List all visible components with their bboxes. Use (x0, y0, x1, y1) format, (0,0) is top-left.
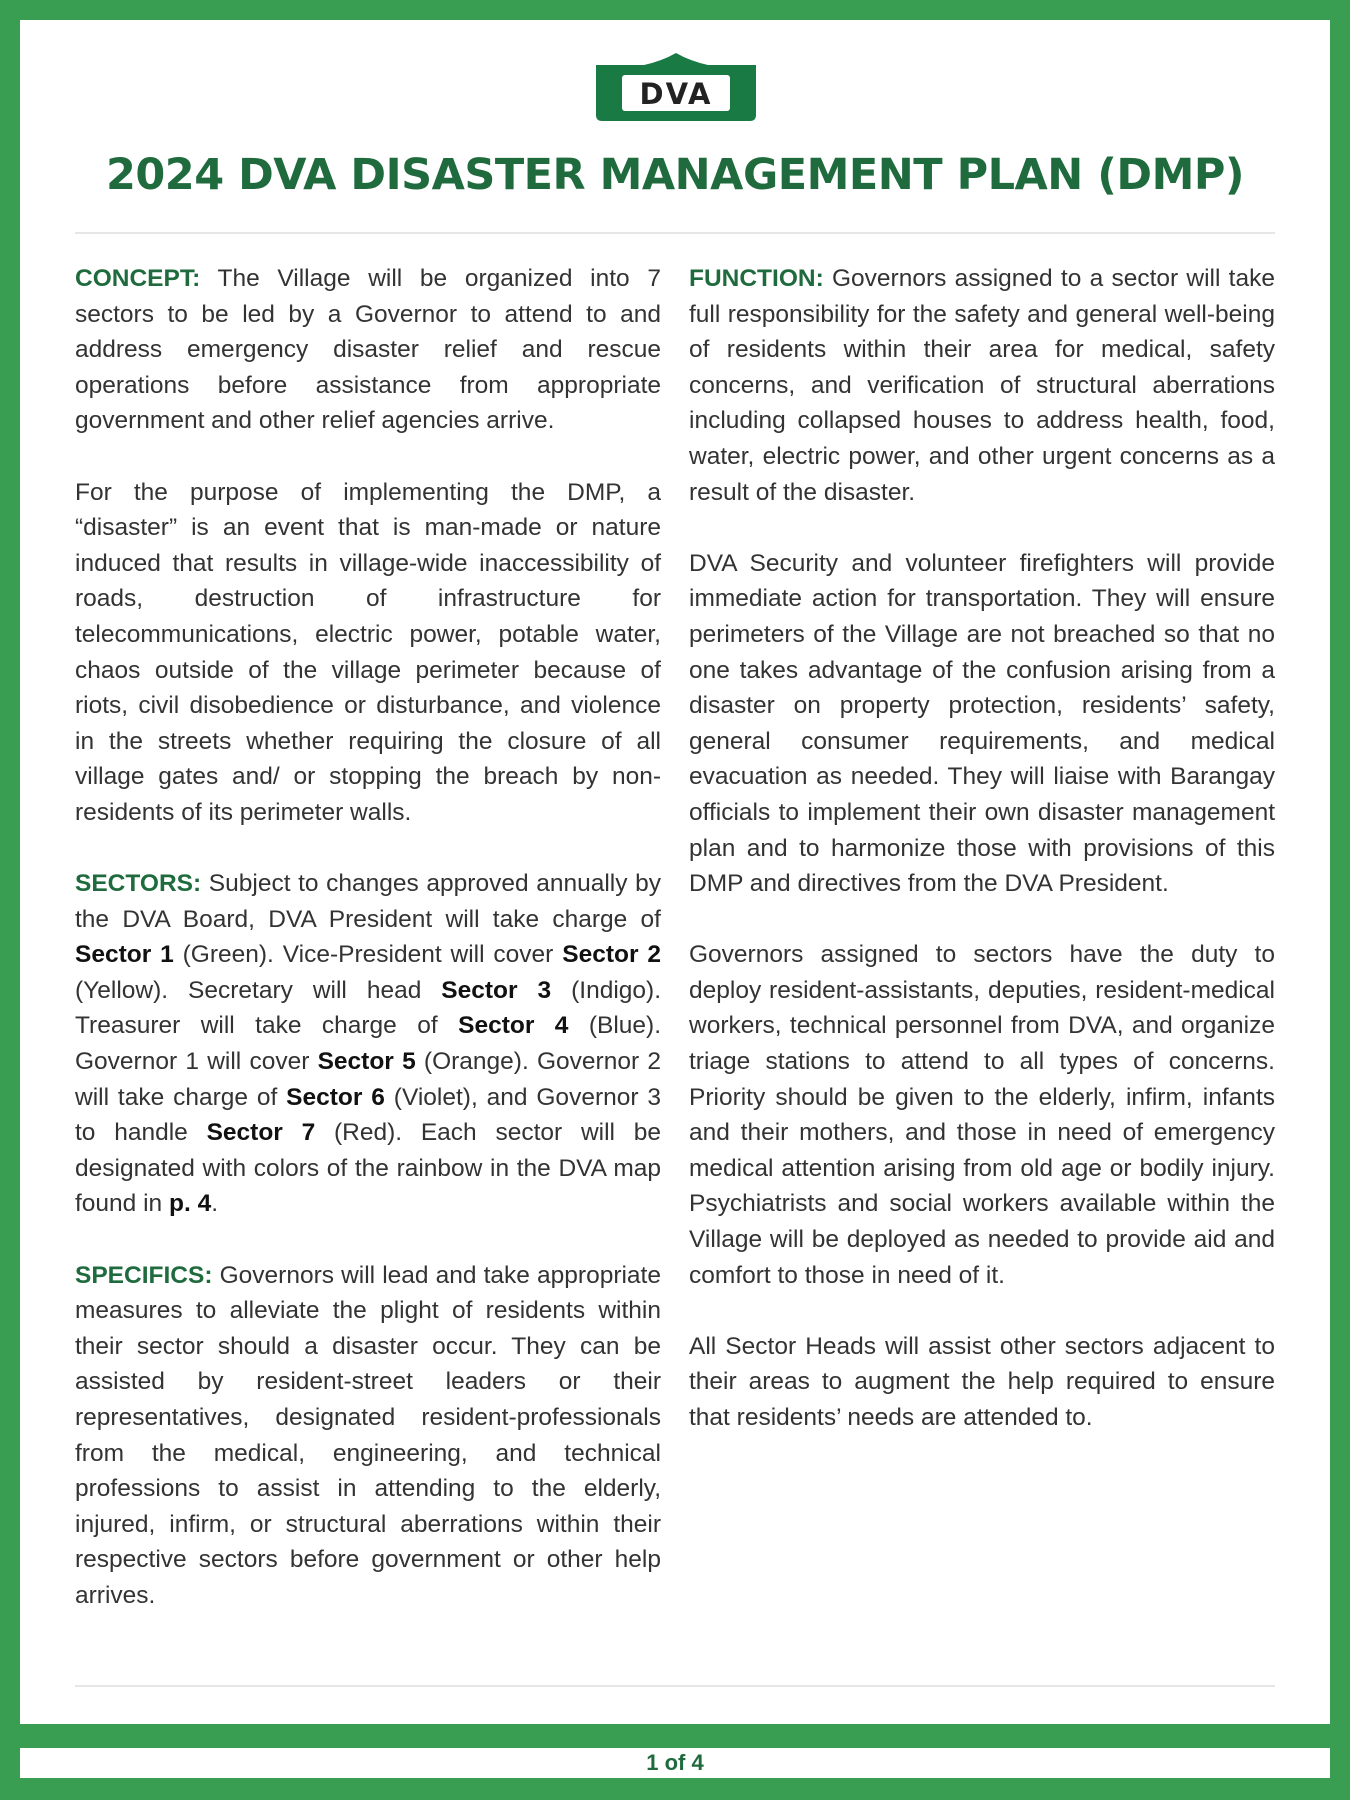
sectors-text-part: (Blue). Governor 1 will cover (75, 1012, 662, 1076)
sectors-paragraph (75, 866, 661, 1222)
sector-4-keyword: Sector 4 (458, 1012, 569, 1040)
concept-paragraph (75, 261, 661, 439)
footer-divider (75, 1685, 1275, 1687)
page-number: 1 of 4 (20, 1748, 1330, 1778)
function-paragraph (689, 261, 1275, 510)
sectors-label: SECTORS: (75, 870, 202, 898)
function-label: FUNCTION: (689, 265, 824, 292)
header-divider (75, 232, 1275, 234)
sector-2-keyword: Sector 2 (562, 941, 661, 969)
logo-text: DVA (639, 77, 713, 111)
specifics-paragraph (75, 1258, 661, 1614)
sectors-text-part: (Orange). Governor 2 will take charge of (75, 1048, 661, 1111)
sectors-text-part: . (211, 1190, 219, 1218)
sector-1-keyword: Sector 1 (75, 941, 174, 969)
specifics-text: Governors will lead and take appropriate measures to alleviate the plight of residents within their sector should a disaster occur. They can be assisted by resident-street leaders or their representatives, designated resident-professionals from the medical, engineering, and technical professions to assist in attending to the elderly, injured, infirm, or structural aberrations within their respective sectors before government or other help arrives. (75, 1261, 661, 1609)
dva-logo (592, 53, 760, 123)
sectors-text-part: (Red). Each sector will be designated with colors of the rainbow in the DVA map found in (75, 1119, 661, 1218)
sectors-text-part: (Green). Vice-President will cover (173, 941, 563, 969)
governors-duty-paragraph: Governors assigned to sectors have the duty to deploy resident-assistants, deputies, resident-medical workers, technical personnel from DVA, and organize triage stations to attend to all types of concerns. Priority should be given to the elderly, infirm, infants and their mothers, and those in need of emergency medical attention arising from old age or bodily injury. Psychiatrists and social workers available within the Village will be deployed as needed to provide aid and comfort to those in need of it. (689, 941, 1275, 1289)
left-column (75, 261, 661, 1649)
sectors-text-part: Subject to changes approved annually by the DVA Board, DVA President will take charge of (75, 870, 661, 933)
sectors-text-part: (Indigo). Treasurer will take charge of (75, 976, 662, 1040)
sectors-text-part: (Violet), and Governor 3 to handle (75, 1083, 662, 1147)
sector-3-keyword: Sector 3 (441, 976, 552, 1004)
page-title: 2024 DVA DISASTER MANAGEMENT PLAN (DMP) (105, 150, 1245, 200)
concept-text: The Village will be organized into 7 sectors to be led by a Governor to attend to and address emergency disaster relief and rescue operations before assistance from appropriate government and other relief agencies arrive. (75, 265, 661, 435)
sector-5-keyword: Sector 5 (317, 1048, 416, 1076)
sectors-text-part: (Yellow). Secretary will head (75, 976, 442, 1004)
specifics-label: SPECIFICS: (75, 1261, 213, 1289)
concept-label: CONCEPT: (75, 265, 201, 292)
sector-heads-paragraph: All Sector Heads will assist other sectors adjacent to their areas to augment the help required to ensure that residents’ needs are attended to. (689, 1332, 1275, 1431)
document-page (20, 20, 1330, 1724)
sector-6-keyword: Sector 6 (286, 1083, 385, 1111)
sector-7-keyword: Sector 7 (206, 1119, 316, 1147)
function-text: Governors assigned to a sector will take full responsibility for the safety and general well-being of residents within their area for medical, safety concerns, and verification of structural aberrations including collapsed houses to address health, food, water, electric power, and other urgent concerns as a result of the disaster. (689, 265, 1275, 506)
security-paragraph: DVA Security and volunteer firefighters will provide immediate action for transportation. They will ensure perimeters of the Village are not breached so that no one takes advantage of the confusion arising from a disaster on property protection, residents’ safety, general consumer requirements, and medical evacuation as needed. They will liaise with Barangay officials to implement their own disaster management plan and to harmonize those with provisions of this DMP and directives from the DVA President. (689, 549, 1275, 898)
map-page-reference: p. 4 (169, 1190, 212, 1218)
right-column (689, 261, 1275, 1471)
purpose-paragraph: For the purpose of implementing the DMP, a “disaster” is an event that is man-made or nature induced that results in village-wide inaccessibility of roads, destruction of infrastructure for telecommunications, electric power, potable water, chaos outside of the village perimeter because of riots, civil disobedience or disturbance, and violence in the streets whether requiring the closure of all village gates and/ or stopping the breach by non-residents of its perimeter walls. (75, 478, 661, 826)
